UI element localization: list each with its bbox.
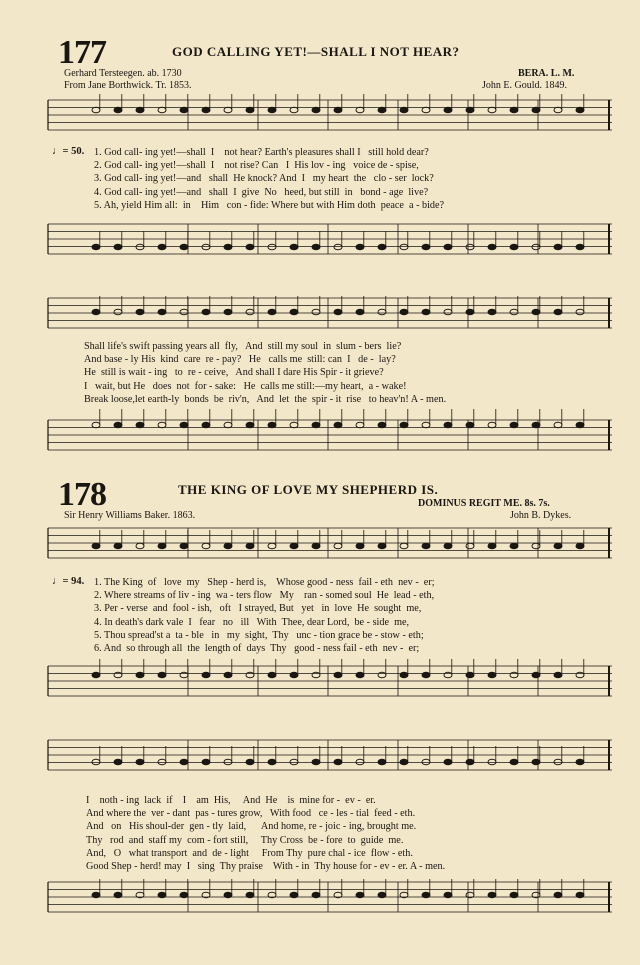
tempo-marking: ♩= 94. [52,576,85,587]
note-head [510,672,518,678]
note-head [356,244,364,250]
verse-line: 4. In death's dark vale I fear no ill With Thee, dear Lord, be - side me, [94,616,410,628]
note-head [356,892,364,898]
note-head [246,107,254,113]
note-head [180,422,188,428]
note-head [224,309,232,315]
verse-line: And on His shoul-der gen - tly laid, And home, re - joic - ing, brought me. [86,821,417,833]
verse-line: Thy rod and staff my com - fort still, Thy Cross be - fore to guide me. [86,834,404,846]
composer-177: John E. Gould. 1849. [482,80,567,91]
bass-staff [48,880,612,914]
note-head [158,107,166,113]
note-head [136,543,144,549]
note-head [92,759,100,765]
note-head [576,543,584,549]
verse-line: And base - ly His kind care re - pay? He calls me still: can I de - lay? [84,354,396,366]
note-head [554,543,562,549]
tune-name-177: BERA. L. M. [518,68,575,79]
note-head [378,422,386,428]
note-head [554,672,562,678]
bass-staff [48,222,612,256]
note-head [378,309,386,315]
note-head [532,309,540,315]
note-head [422,107,430,113]
note-head [246,759,254,765]
note-head [356,672,364,678]
verse-block-177a [94,146,624,212]
note-head [488,672,496,678]
note-head [92,672,100,678]
note-head [290,107,298,113]
note-head [466,543,474,549]
author-line-177a: Gerhard Tersteegen. ab. 1730 [64,68,182,79]
note-head [576,672,584,678]
note-head [92,543,100,549]
verse-line: 4. God call- ing yet!—and shall I give No heed, but still in bond - age live? [94,186,429,198]
note-head [400,107,408,113]
verse-block-178b [86,794,616,873]
verse-line: And where the ver - dant pas - tures grow, With food ce - les - tial feed - eth. [86,808,416,820]
note-head [224,422,232,428]
verse-block-177b [84,340,614,406]
bass-staff [48,664,612,698]
note-head [268,309,276,315]
note-head [158,422,166,428]
composer-178: John B. Dykes. [510,510,572,521]
verse-line: I wait, but He does not for - sake: He calls me still:—my heart, a - wake! [84,380,407,392]
note-head [334,309,342,315]
tempo-marking: ♩= 50. [52,146,85,157]
note-head [158,892,166,898]
note-head [422,759,430,765]
note-head [334,759,342,765]
note-head [92,107,100,113]
note-head [158,309,166,315]
note-head [268,244,276,250]
hymn-number-177: 177 [58,34,106,71]
note-head [488,543,496,549]
note-head [510,892,518,898]
note-head [290,422,298,428]
note-head [268,422,276,428]
note-head [334,107,342,113]
note-head [180,759,188,765]
verse-line: 1. God call- ing yet!—shall I not hear? Earth's pleasures shall I still hold dear? [94,147,429,158]
note-head [290,309,298,315]
note-head [576,422,584,428]
note-head [202,543,210,549]
note-head [290,759,298,765]
verse-line: Shall life's swift passing years all fly, And still my soul in slum - bers lie? [84,341,402,352]
note-head [466,244,474,250]
note-head [444,107,452,113]
note-head [312,244,320,250]
note-head [444,422,452,428]
note-head [268,672,276,678]
note-head [510,309,518,315]
hymn-title-177: GOD CALLING YET!—SHALL I NOT HEAR? [172,44,460,59]
note-head [246,309,254,315]
note-head [378,892,386,898]
note-head [378,672,386,678]
note-head [400,543,408,549]
note-head [356,422,364,428]
note-head [92,244,100,250]
note-head [378,543,386,549]
note-head [224,672,232,678]
note-head [334,672,342,678]
note-head [466,759,474,765]
treble-staff [48,526,612,560]
note-head [466,672,474,678]
note-head [554,892,562,898]
note-head [488,107,496,113]
verse-line: He still is wait - ing to re - ceive, And shall I dare His Spir - it grieve? [84,367,384,379]
note-head [466,422,474,428]
note-head [114,244,122,250]
note-head [422,422,430,428]
note-head [290,892,298,898]
note-head [576,759,584,765]
verse-line: 3. Per - verse and fool - ish, oft I strayed, But yet in love He sought me, [94,603,422,615]
treble-staff [48,296,612,330]
note-head [202,672,210,678]
note-head [136,244,144,250]
note-head [400,422,408,428]
note-head [114,892,122,898]
note-head [444,759,452,765]
note-head [290,244,298,250]
verse-line: 2. Where streams of liv - ing wa - ters flow My ran - somed soul He lead - eth, [94,590,435,602]
note-head [510,422,518,428]
bass-staff [48,418,612,452]
note-head [444,244,452,250]
note-head [532,543,540,549]
note-head [488,244,496,250]
note-head [378,759,386,765]
verse-line: 5. Thou spread'st a ta - ble in my sight, Thy unc - tion grace be - stow - eth; [94,629,424,641]
note-head [136,672,144,678]
note-head [114,672,122,678]
tune-name-178: DOMINUS REGIT ME. 8s. 7s. [418,498,550,509]
note-head [510,543,518,549]
note-head [356,759,364,765]
treble-staff [48,738,612,772]
author-line-177b: From Jane Borthwick. Tr. 1853. [64,80,192,91]
note-head [114,107,122,113]
note-head [532,107,540,113]
note-head [224,892,232,898]
note-head [268,759,276,765]
note-head [180,543,188,549]
note-head [444,543,452,549]
note-head [202,422,210,428]
note-head [114,422,122,428]
note-head [312,892,320,898]
note-head [180,892,188,898]
note-head [312,672,320,678]
note-head [246,892,254,898]
note-head [136,309,144,315]
verse-block-178a [94,576,624,655]
note-head [136,422,144,428]
note-head [532,422,540,428]
note-head [532,244,540,250]
note-head [246,543,254,549]
note-head [422,309,430,315]
note-head [158,672,166,678]
verse-line: 3. God call- ing yet!—and shall He knock? And I my heart the clo - ser lock? [94,173,434,185]
note-head [422,892,430,898]
note-head [180,309,188,315]
note-head [92,892,100,898]
note-head [202,107,210,113]
verse-line: Break loose,let earth-ly bonds be riv'n, And let the spir - it rise to heav'n! A - men. [84,393,447,405]
verse-line: 1. The King of love my Shep - herd is, Whose good - ness fail - eth nev - er; [94,577,435,588]
note-head [224,759,232,765]
note-head [378,244,386,250]
note-head [202,244,210,250]
note-head [554,422,562,428]
note-head [466,309,474,315]
note-head [576,309,584,315]
note-head [554,107,562,113]
note-head [246,422,254,428]
note-head [224,543,232,549]
note-head [576,244,584,250]
note-head [290,543,298,549]
note-head [400,309,408,315]
note-head [136,759,144,765]
note-head [356,107,364,113]
note-head [356,543,364,549]
note-head [92,422,100,428]
note-head [224,107,232,113]
note-head [510,107,518,113]
note-head [554,244,562,250]
note-head [488,759,496,765]
verse-line: Good Shep - herd! may I sing Thy praise With - in Thy house for - ev - er. A - men. [86,861,446,873]
note-head [488,309,496,315]
note-head [444,309,452,315]
note-head [312,543,320,549]
note-head [312,759,320,765]
note-head [180,244,188,250]
note-head [334,543,342,549]
note-head [246,672,254,678]
note-head [400,759,408,765]
note-head [422,543,430,549]
author-178: Sir Henry Williams Baker. 1863. [64,510,196,521]
note-head [444,892,452,898]
note-head [488,422,496,428]
note-head [334,244,342,250]
treble-staff [48,98,612,132]
note-head [158,543,166,549]
note-head [92,309,100,315]
note-head [576,107,584,113]
hymn-number-178: 178 [58,476,106,513]
note-head [554,309,562,315]
note-head [312,107,320,113]
verse-line: I noth - ing lack if I am His, And He is mine for - ev - er. [86,795,376,806]
note-head [532,672,540,678]
note-head [576,892,584,898]
hymn-title-178: THE KING OF LOVE MY SHEPHERD IS. [178,482,439,497]
note-head [532,759,540,765]
note-head [158,759,166,765]
note-head [114,309,122,315]
note-head [268,107,276,113]
note-head [334,422,342,428]
note-head [444,672,452,678]
verse-line: 2. God call- ing yet!—shall I not rise? Can I His lov - ing voice de - spise, [94,160,419,172]
note-head [510,759,518,765]
note-head [400,244,408,250]
verse-line: 6. And so through all the length of days Thy good - ness fail - eth nev - er; [94,643,420,655]
verse-line: 5. Ah, yield Him all: in Him con - fide: Where but with Him doth peace a - bide? [94,199,445,211]
note-head [202,309,210,315]
note-head [312,309,320,315]
note-head [180,107,188,113]
note-head [268,543,276,549]
verse-line: And, O what transport and de - light From Thy pure chal - ice flow - eth. [86,847,413,859]
note-head [114,759,122,765]
note-head [422,672,430,678]
note-head [180,672,188,678]
note-head [158,244,166,250]
note-head [202,759,210,765]
note-head [356,309,364,315]
note-head [224,244,232,250]
note-head [136,107,144,113]
note-head [488,892,496,898]
note-head [422,244,430,250]
note-head [400,672,408,678]
note-head [510,244,518,250]
note-head [246,244,254,250]
note-head [466,107,474,113]
note-head [114,543,122,549]
note-head [378,107,386,113]
note-head [290,672,298,678]
note-head [554,759,562,765]
note-head [312,422,320,428]
